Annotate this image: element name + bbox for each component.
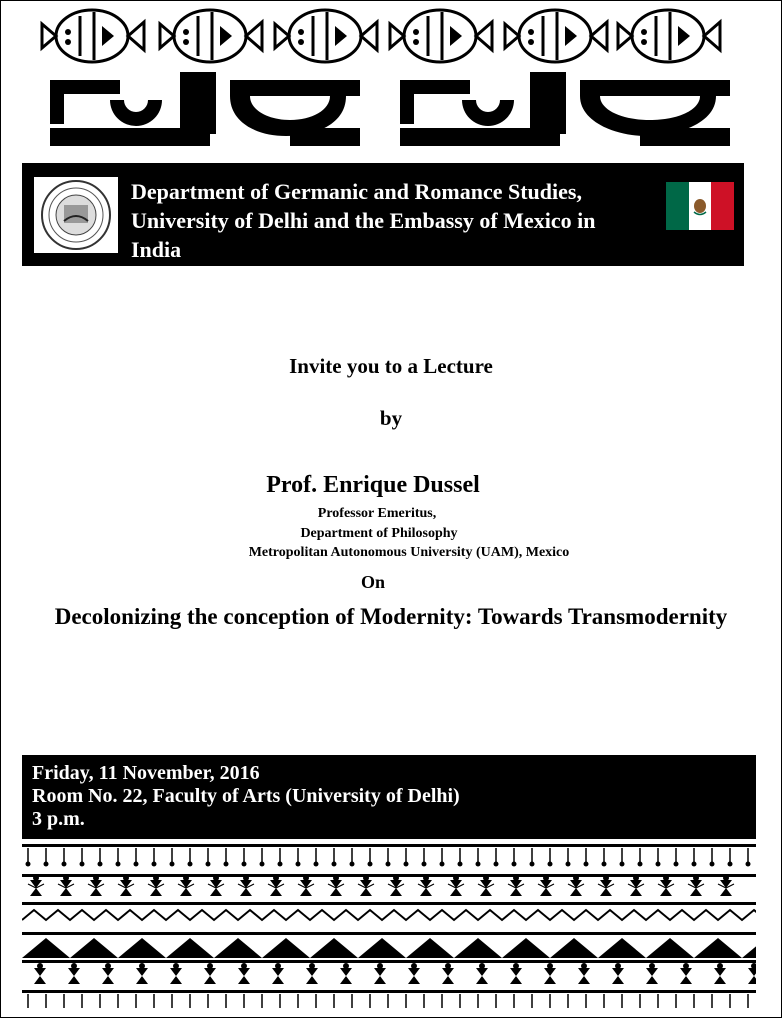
- lecture-topic: Decolonizing the conception of Modernity: Towards Transmodernity: [54, 604, 728, 629]
- warli-figure-head: [649, 963, 655, 969]
- frieze-border-line: [22, 960, 756, 963]
- frieze-triangle: [118, 938, 166, 958]
- frieze-pillar-dot: [494, 862, 499, 867]
- warli-figure: [442, 968, 454, 984]
- frieze-pillar-dot: [440, 862, 445, 867]
- warli-figure: [68, 968, 80, 984]
- warli-figure-head: [717, 963, 723, 969]
- warli-figure-head: [513, 875, 519, 881]
- warli-figure: [102, 968, 114, 984]
- frieze-pillar-dot: [152, 862, 157, 867]
- warli-figure-head: [411, 963, 417, 969]
- frieze-pillar-dot: [566, 862, 571, 867]
- frieze-pillar-dot: [80, 862, 85, 867]
- warli-figure: [612, 968, 624, 984]
- warli-figure-head: [633, 875, 639, 881]
- event-venue: Room No. 22, Faculty of Arts (University of Delhi): [32, 785, 460, 807]
- warli-figure-head: [303, 875, 309, 881]
- frieze-border-line: [22, 932, 756, 935]
- frieze-pillar-dot: [242, 862, 247, 867]
- warli-figure-head: [275, 963, 281, 969]
- frieze-pillar-dot: [98, 862, 103, 867]
- warli-figure-head: [123, 875, 129, 881]
- warli-figure: [170, 968, 182, 984]
- frieze-pillar-dot: [422, 862, 427, 867]
- warli-figure: [544, 968, 556, 984]
- frieze-zigzag: [22, 910, 756, 920]
- frieze-pillar-dot: [26, 862, 31, 867]
- warli-figure-head: [693, 875, 699, 881]
- frieze-pillar-dot: [692, 862, 697, 867]
- frieze-pillar-dot: [458, 862, 463, 867]
- warli-figure-head: [543, 875, 549, 881]
- frieze-triangle: [262, 938, 310, 958]
- warli-figure-head: [513, 963, 519, 969]
- frieze-triangle: [166, 938, 214, 958]
- warli-figure: [374, 968, 386, 984]
- fish-icon: [275, 10, 377, 62]
- warli-figure: [34, 968, 46, 984]
- speaker-department: Department of Philosophy: [300, 526, 458, 541]
- warli-figure: [136, 968, 148, 984]
- university-seal-icon: [34, 177, 118, 253]
- warli-figure-head: [445, 963, 451, 969]
- frieze-triangle: [70, 938, 118, 958]
- warli-figure-head: [241, 963, 247, 969]
- warli-figure: [748, 968, 756, 984]
- tribal-shapes: [50, 72, 730, 146]
- fish-icon: [618, 10, 720, 62]
- warli-figure-head: [581, 963, 587, 969]
- frieze-pillar-dot: [296, 862, 301, 867]
- frieze-triangle: [742, 938, 756, 958]
- frieze-triangle: [646, 938, 694, 958]
- frieze-triangle: [310, 938, 358, 958]
- frieze-border-line: [22, 990, 756, 993]
- warli-figure-head: [683, 963, 689, 969]
- frieze-pillar-dot: [170, 862, 175, 867]
- event-date: Friday, 11 November, 2016: [32, 762, 260, 784]
- speaker-name: Prof. Enrique Dussel: [266, 472, 480, 498]
- event-time: 3 p.m.: [32, 808, 85, 830]
- warli-figure-head: [273, 875, 279, 881]
- warli-figure: [238, 968, 250, 984]
- frieze-pillar-dot: [224, 862, 229, 867]
- frieze-triangle: [694, 938, 742, 958]
- frieze-pillar-dot: [350, 862, 355, 867]
- frieze-border-line: [22, 874, 756, 877]
- warli-figure-head: [105, 963, 111, 969]
- frieze-triangle: [454, 938, 502, 958]
- frieze-pillar-dot: [728, 862, 733, 867]
- warli-figure-head: [479, 963, 485, 969]
- speaker-university: Metropolitan Autonomous University (UAM), Mexico: [248, 545, 570, 560]
- on-line: On: [360, 572, 385, 592]
- frieze-pillar-dot: [260, 862, 265, 867]
- warli-figure-head: [63, 875, 69, 881]
- frieze-pillar-dot: [584, 862, 589, 867]
- warli-figure-head: [71, 963, 77, 969]
- warli-figure-head: [393, 875, 399, 881]
- fish-icon: [42, 10, 144, 62]
- frieze-pillar-dot: [476, 862, 481, 867]
- warli-figure: [680, 968, 692, 984]
- warli-figure-head: [33, 875, 39, 881]
- top-tribal-art: [0, 0, 782, 162]
- warli-figure-head: [453, 875, 459, 881]
- frieze-pattern: [22, 844, 756, 1008]
- frieze-pillar-dot: [62, 862, 67, 867]
- frieze-triangle: [502, 938, 550, 958]
- frieze-pillar-dot: [188, 862, 193, 867]
- warli-figure-head: [663, 875, 669, 881]
- frieze-pillar-dot: [404, 862, 409, 867]
- warli-figure-head: [615, 963, 621, 969]
- warli-figure: [510, 968, 522, 984]
- warli-figure-head: [377, 963, 383, 969]
- frieze-triangle: [358, 938, 406, 958]
- frieze-pillar-dot: [710, 862, 715, 867]
- frieze-pillar-dot: [656, 862, 661, 867]
- warli-figure-head: [309, 963, 315, 969]
- frieze-border-line: [22, 902, 756, 905]
- warli-figure-head: [153, 875, 159, 881]
- warli-figure-head: [603, 875, 609, 881]
- header-line-3: India: [131, 237, 182, 262]
- warli-figure: [646, 968, 658, 984]
- warli-figure-head: [183, 875, 189, 881]
- frieze-border-line: [22, 844, 756, 847]
- frieze-pillar-dot: [134, 862, 139, 867]
- fish-icon: [505, 10, 607, 62]
- fish-row: [42, 10, 720, 62]
- warli-figure: [272, 968, 284, 984]
- warli-figure-head: [333, 875, 339, 881]
- frieze-pillar-dot: [116, 862, 121, 867]
- warli-figure-head: [343, 963, 349, 969]
- frieze-pillar-dot: [332, 862, 337, 867]
- frieze-pillar-dot: [206, 862, 211, 867]
- invite-line: Invite you to a Lecture: [289, 354, 493, 378]
- warli-frieze-art: [22, 840, 756, 1015]
- header-line-2: University of Delhi and the Embassy of Mexico in: [131, 208, 596, 233]
- warli-figure-head: [547, 963, 553, 969]
- fish-icon: [160, 10, 262, 62]
- warli-figure-head: [213, 875, 219, 881]
- frieze-pillar-dot: [368, 862, 373, 867]
- warli-figure-head: [37, 963, 43, 969]
- frieze-triangle: [406, 938, 454, 958]
- frieze-triangle: [598, 938, 646, 958]
- frieze-triangle: [550, 938, 598, 958]
- warli-figure-head: [723, 875, 729, 881]
- frieze-triangle: [214, 938, 262, 958]
- warli-figure: [408, 968, 420, 984]
- frieze-pillar-dot: [278, 862, 283, 867]
- event-details: [32, 762, 460, 831]
- warli-figure-head: [483, 875, 489, 881]
- frieze-pillar-dot: [530, 862, 535, 867]
- frieze-pillar-dot: [314, 862, 319, 867]
- frieze-pillar-dot: [602, 862, 607, 867]
- warli-figure: [204, 968, 216, 984]
- warli-figure: [714, 968, 726, 984]
- frieze-pillar-dot: [746, 862, 751, 867]
- frieze-triangle: [22, 938, 70, 958]
- warli-figure-head: [173, 963, 179, 969]
- warli-figure: [340, 968, 352, 984]
- frieze-pillar-dot: [44, 862, 49, 867]
- speaker-title: Professor Emeritus,: [317, 506, 437, 521]
- warli-figure-head: [423, 875, 429, 881]
- warli-figure-head: [93, 875, 99, 881]
- warli-figure-head: [243, 875, 249, 881]
- warli-figure: [578, 968, 590, 984]
- fish-icon: [390, 10, 492, 62]
- by-line: by: [379, 406, 403, 430]
- header-title: [131, 177, 661, 264]
- frieze-pillar-dot: [548, 862, 553, 867]
- warli-figure: [476, 968, 488, 984]
- warli-figure: [306, 968, 318, 984]
- warli-figure-head: [363, 875, 369, 881]
- header-line-1: Department of Germanic and Romance Studies,: [131, 179, 582, 204]
- warli-figure-head: [207, 963, 213, 969]
- warli-figure-head: [139, 963, 145, 969]
- frieze-pillar-dot: [386, 862, 391, 867]
- frieze-pillar-dot: [620, 862, 625, 867]
- warli-figure-head: [573, 875, 579, 881]
- frieze-pillar-dot: [638, 862, 643, 867]
- frieze-pillar-dot: [674, 862, 679, 867]
- mexico-flag-icon: [666, 182, 734, 230]
- frieze-pillar-dot: [512, 862, 517, 867]
